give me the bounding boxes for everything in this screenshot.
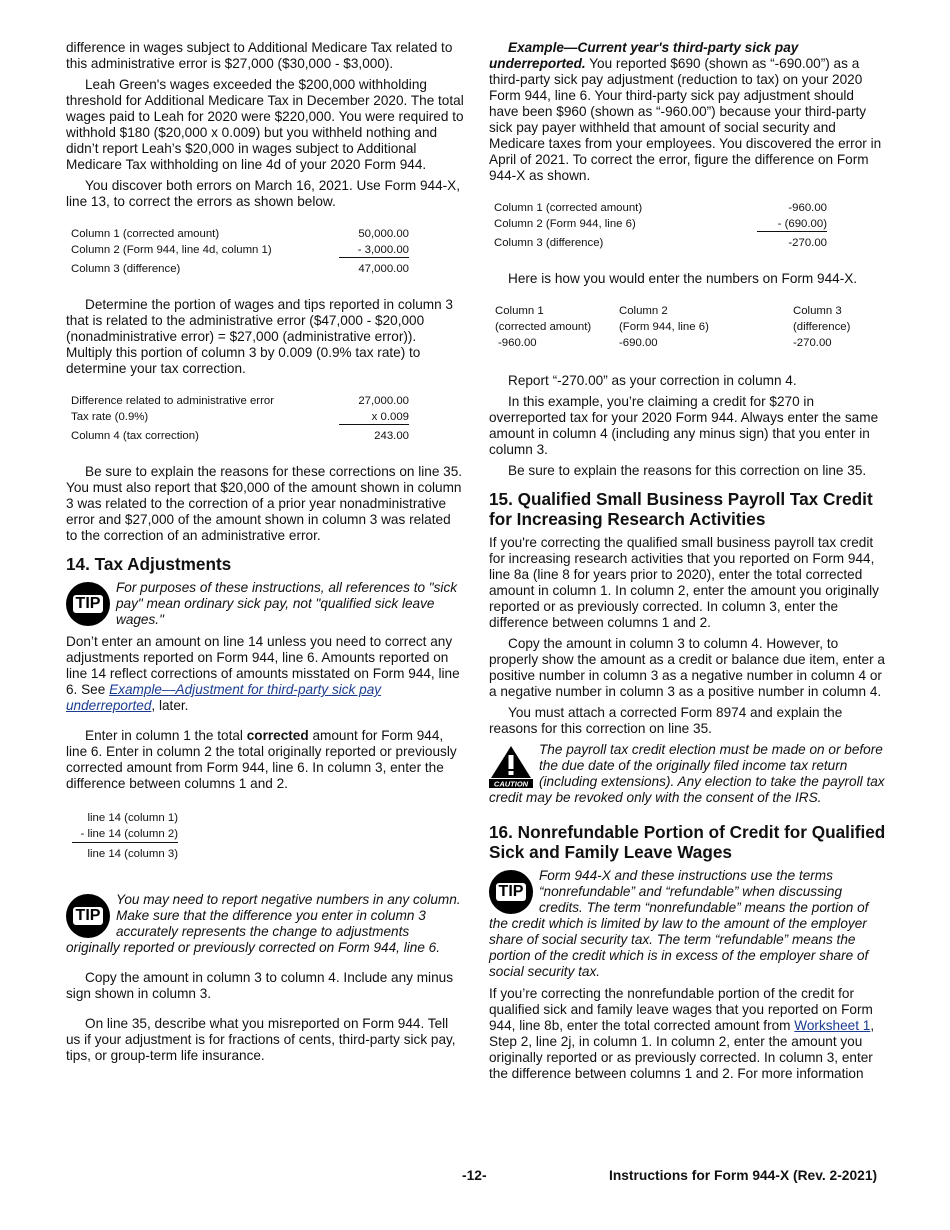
paragraph: Copy the amount in column 3 to column 4. However, to properly show the amount as a credit or balance due item, enter a positive number in column 3 as a negative number in column 4 or a negative number in column 3 as a positive number in column 4.: [489, 636, 885, 699]
left-column: [66, 40, 464, 1069]
right-column: [489, 40, 887, 1087]
table-row: Column 3 (difference) -270.00: [494, 237, 827, 249]
paragraph: Be sure to explain the reasons for this correction on line 35.: [508, 463, 867, 478]
table-row: Column 1 Column 2 Column 3: [495, 305, 842, 317]
paragraph: Report “-270.00” as your correction in column 4.: [508, 373, 797, 388]
table-row: Column 1 (corrected amount) -960.00: [494, 202, 827, 214]
table-row: Column 1 (corrected amount) 50,000.00: [71, 228, 409, 240]
paragraph: Leah Green's wages exceeded the $200,000 withholding threshold for Additional Medicare Tax in December 2020. The total wages paid to Leah for 2020 were $220,000. You were required to withhold $180 ($20,000 x 0.009) but you withheld nothing and didn’t report Leah’s $20,000 in wages subject to Additional Medicare Tax withholding on line 4d of your 2020 Form 944.: [66, 77, 464, 172]
paragraph: difference in wages subject to Additional Medicare Tax related to this administrative error is $27,000 ($30,000 - $3,000).: [66, 40, 453, 71]
calc-table-2: [71, 393, 464, 444]
table-row: Column 2 (Form 944, line 4d, column 1) - 3,000.00: [71, 244, 409, 256]
page-number: -12-: [462, 1168, 487, 1183]
table-row: -960.00 -690.00 -270.00: [498, 337, 832, 349]
paragraph: If you're correcting the qualified small business payroll tax credit for increasing research activities that you reported on Form 944, line 8a (line 8 for years prior to 2020), enter the total corrected amount in column 1. In column 2, enter the amount you originally reported or as previously corrected. In column 3, enter the difference between columns 1 and 2.: [489, 535, 879, 630]
table-row: Difference related to administrative error 27,000.00: [71, 395, 409, 407]
paragraph: Be sure to explain the reasons for these corrections on line 35. You must also report that $20,000 of the amount shown in column 3 was related to the correction of a prior year nonadministrative error and $27,000 of the amount shown in column 3 was related to the correction of an administrative error.: [66, 464, 463, 543]
tip-icon: TIP: [489, 870, 535, 914]
table-row: Tax rate (0.9%) x 0.009: [71, 411, 409, 423]
calc-table-1: [71, 226, 464, 277]
paragraph: Example—Current year's third-party sick pay underreported. You reported $690 (shown as “-690.00”) as a third-party sick pay adjustment (reduction to tax) on your 2020 Form 944, line 6. Your third-party sick pay adjustment should have been $960 (shown as “-960.00”) because your third-party sick pay payer withheld that amount of social security and Medicare taxes from your employees. You discovered the error in April of 2021. To correct the error, figure the difference on Form 944-X as shown.: [489, 40, 882, 183]
tip-icon: TIP: [66, 894, 112, 938]
paragraph: Here is how you would enter the numbers on Form 944-X.: [508, 271, 858, 286]
paragraph: You discover both errors on March 16, 2021. Use Form 944-X, line 13, to correct the errors as shown below.: [66, 178, 461, 209]
paragraph: On line 35, describe what you misreported on Form 944. Tell us if your adjustment is for fractions of cents, third-party sick pay, tips, or group-term life insurance.: [66, 1016, 456, 1063]
section-heading-14: 14. Tax Adjustments: [66, 554, 232, 574]
line-calc: [72, 810, 178, 862]
table-row: Column 4 (tax correction) 243.00: [71, 430, 409, 442]
worksheet-link[interactable]: Worksheet 1: [794, 1018, 871, 1033]
paragraph: Determine the portion of wages and tips reported in column 3 that is related to the administrative error ($47,000 - $20,000 (nonadministrative error) = $27,000 (administrative error)). Multiply this portion of column 3 by 0.009 (0.9% tax rate) to determine your tax correction.: [66, 297, 453, 376]
calc-table-3: [494, 200, 887, 251]
table-row: (corrected amount) (Form 944, line 6) (difference): [495, 321, 851, 333]
section-heading-16: 16. Nonrefundable Portion of Credit for Qualified Sick and Family Leave Wages: [489, 822, 886, 862]
example-link[interactable]: Example—Adjustment for third-party sick pay underreported: [66, 682, 382, 713]
paragraph: You must attach a corrected Form 8974 and explain the reasons for this correction on line 35.: [489, 705, 843, 736]
tip-note: TIP You may need to report negative numbers in any column. Make sure that the difference you enter in column 3 accurately represents the change to adjustments originally reported or previously corrected on Form 944, line 6.: [66, 892, 461, 955]
svg-text:CAUTION: CAUTION: [493, 779, 529, 788]
section-heading-15: 15. Qualified Small Business Payroll Tax Credit for Increasing Research Activities: [489, 489, 873, 529]
paragraph: Enter in column 1 the total corrected amount for Form 944, line 6. Enter in column 2 the total originally reported or previously corrected amount from Form 944, line 6. In column 3, enter the difference between columns 1 and 2.: [66, 728, 457, 791]
table-row: line 14 (column 1): [87, 812, 178, 824]
table-row: Column 2 (Form 944, line 6) - (690.00): [494, 218, 827, 230]
caution-note: CAUTION The payroll tax credit election must be made on or before the due date of the originally filed income tax return (including extensions). Any election to take the payroll tax credit may be revoked only with the consent of the IRS.: [489, 742, 885, 805]
table-row: line 14 (column 3): [87, 848, 178, 860]
tip-note: TIP For purposes of these instructions, all references to "sick pay" mean ordinary sick pay, not "qualified sick leave wages.": [66, 580, 464, 628]
document-title: Instructions for Form 944-X (Rev. 2-2021): [609, 1168, 878, 1183]
paragraph: If you’re correcting the nonrefundable portion of the credit for qualified sick and family leave wages that you reported on Form 944, line 8b, enter the total corrected amount from Worksheet 1, Step 2, line 2j, in column 1. In column 2, enter the amount you originally reported or as previously corrected. In column 3, enter the difference between columns 1 and 2. For more information: [489, 986, 875, 1081]
paragraph: In this example, you’re claiming a credit for $270 in overreported tax for your 2020 Form 944. Always enter the same amount in column 4 (including any minus sign) that you enter in column 3.: [489, 394, 879, 457]
tip-note: TIP Form 944-X and these instructions use the terms “nonrefundable” and “refundable” when discussing credits. The term “nonrefundable” means the portion of the credit which is limited by law to the amount of the employer share of social security tax. The term “refundable” means the portion of the credit which is in excess of the employer share of social security tax.: [489, 868, 869, 979]
paragraph: Don’t enter an amount on line 14 unless you need to correct any adjustments reported on Form 944, line 6. Amounts reported on line 14 reflect corrections of amounts misstated on Form 944, line 6. See Example—Adjustment for third-party sick pay underreported, later.: [66, 634, 460, 713]
table-row: - line 14 (column 2): [72, 826, 178, 843]
three-column-table: [495, 303, 887, 351]
tip-icon: TIP: [66, 582, 112, 626]
caution-icon: [489, 744, 535, 788]
table-row: Column 3 (difference) 47,000.00: [71, 263, 409, 275]
paragraph: Copy the amount in column 3 to column 4. Include any minus sign shown in column 3.: [66, 970, 453, 1001]
